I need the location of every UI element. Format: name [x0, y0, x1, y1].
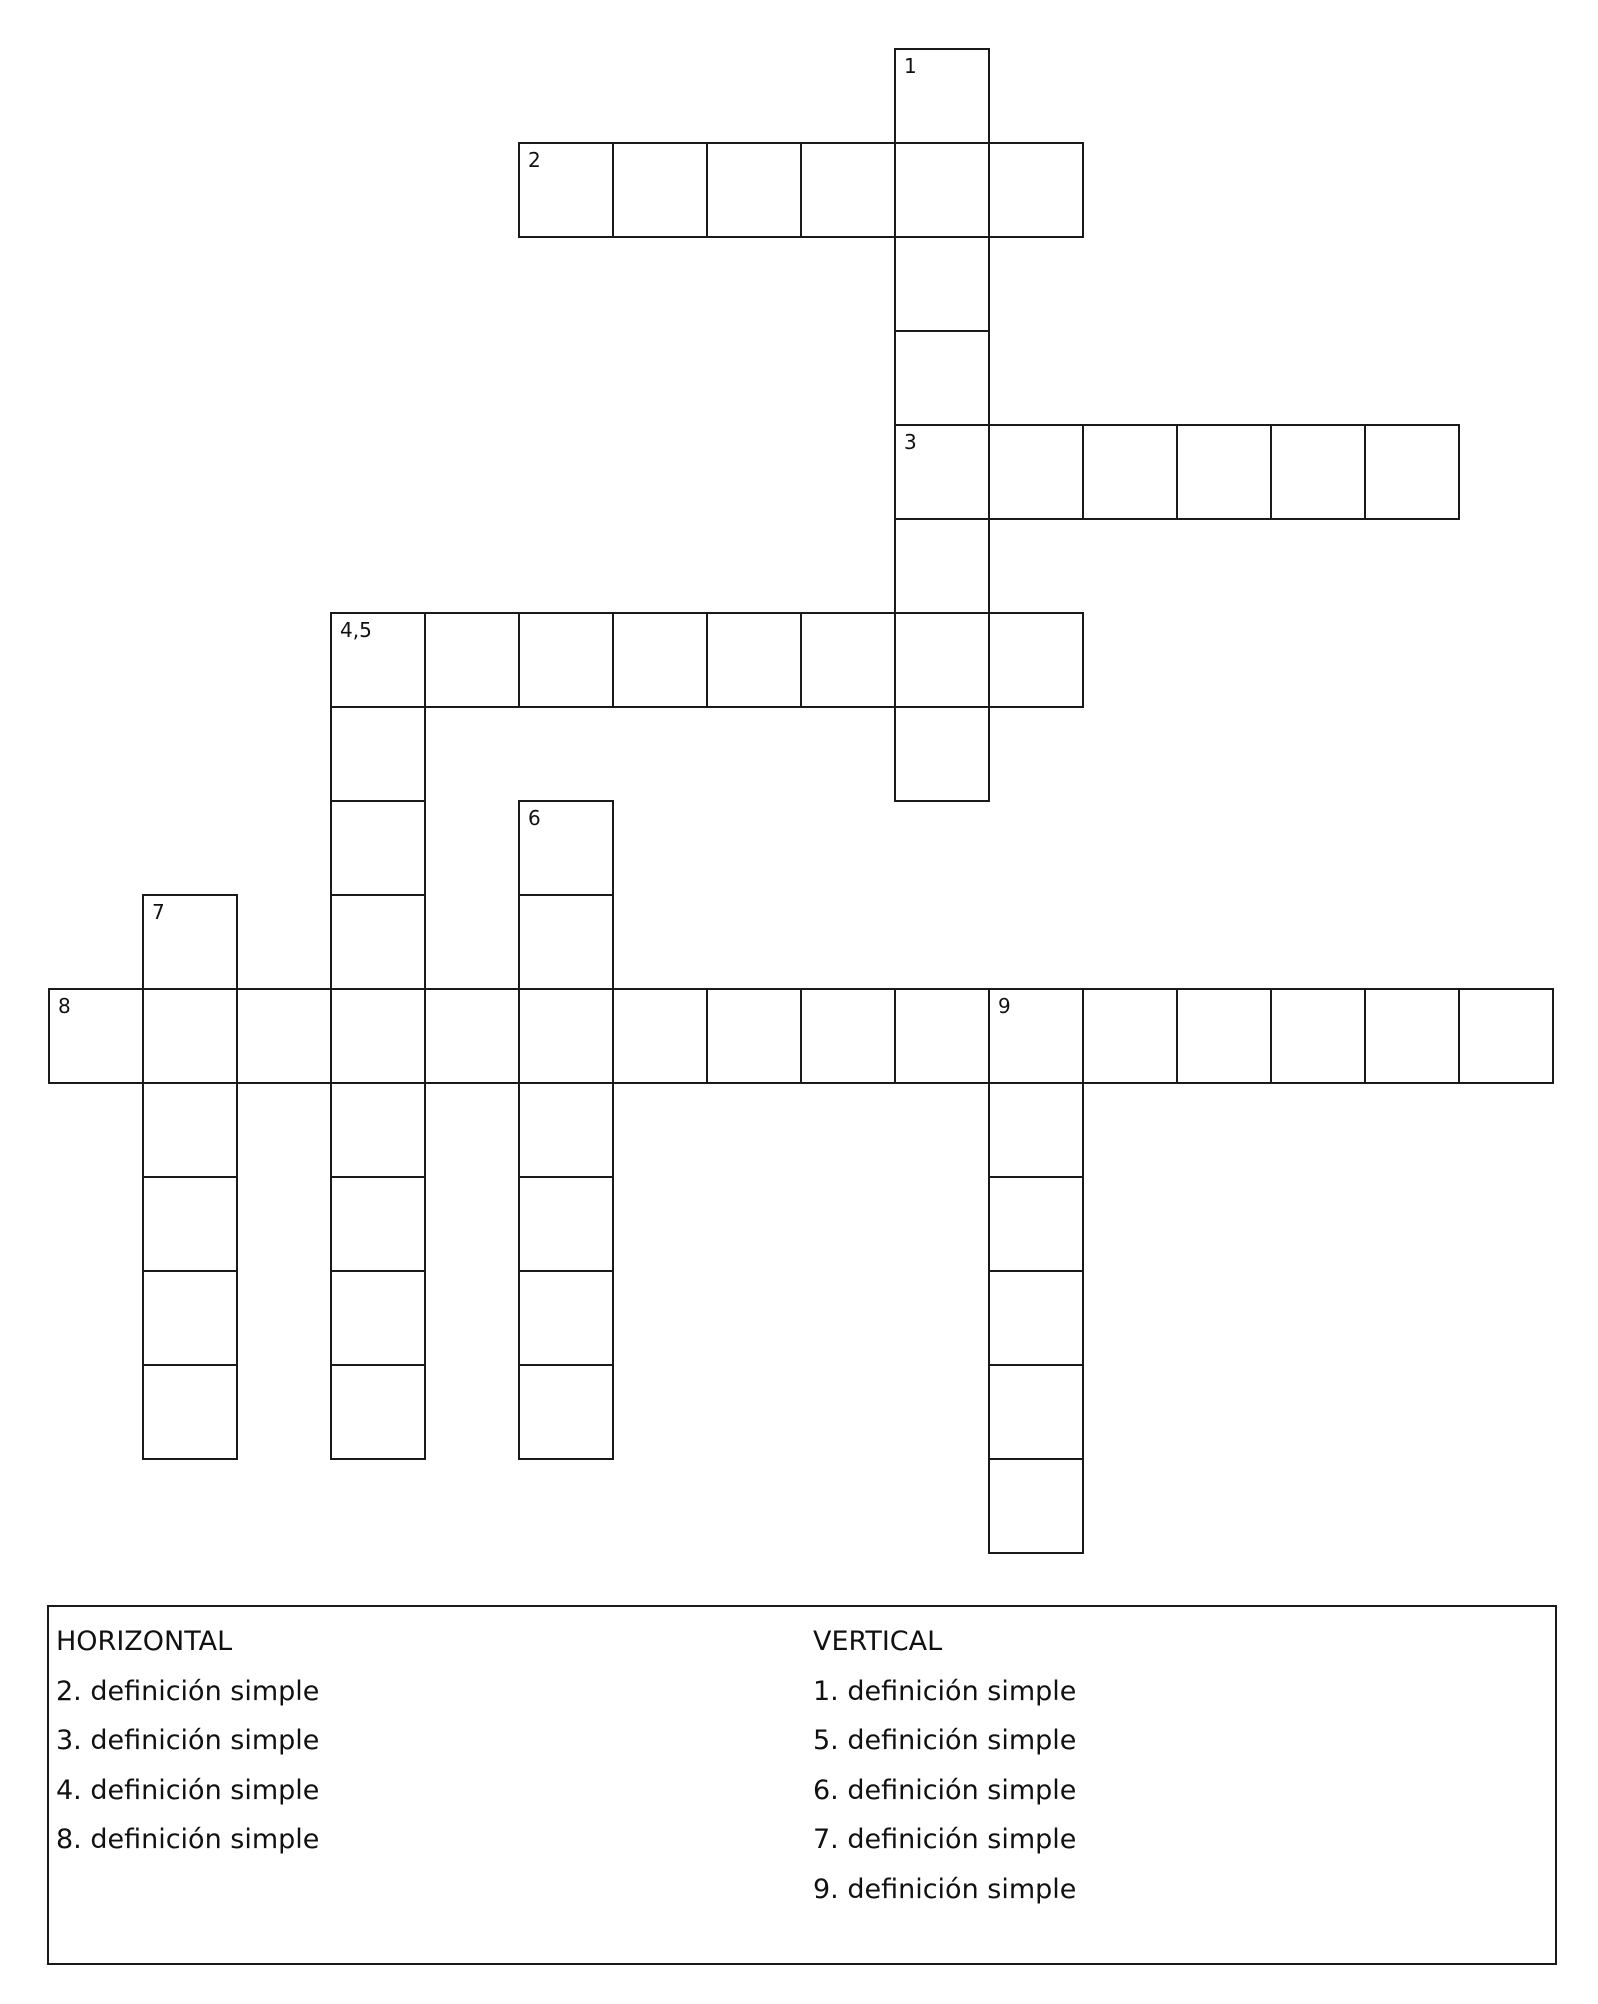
crossword-cell[interactable]: [988, 1270, 1084, 1366]
clue-number: 9: [998, 994, 1011, 1018]
horizontal-clues-title: HORIZONTAL: [56, 1626, 233, 1657]
crossword-cell[interactable]: [1270, 424, 1366, 520]
crossword-cell[interactable]: [518, 1082, 614, 1178]
crossword-cell[interactable]: [330, 1176, 426, 1272]
crossword-cell[interactable]: [894, 518, 990, 614]
crossword-cell[interactable]: [330, 1082, 426, 1178]
crossword-cell[interactable]: [424, 612, 520, 708]
clue-vertical-9: 9. definición simple: [813, 1873, 1077, 1905]
crossword-cell[interactable]: [988, 1082, 1084, 1178]
clue-horizontal-4: 4. definición simple: [56, 1774, 320, 1806]
crossword-cell[interactable]: [330, 612, 426, 708]
crossword-cell[interactable]: [988, 1458, 1084, 1554]
crossword-cell[interactable]: [988, 1364, 1084, 1460]
crossword-cell[interactable]: [894, 48, 990, 144]
crossword-cell[interactable]: [330, 706, 426, 802]
crossword-cell[interactable]: [612, 988, 708, 1084]
crossword-cell[interactable]: [236, 988, 332, 1084]
clue-number: 8: [58, 994, 71, 1018]
clue-number: 7: [152, 900, 165, 924]
crossword-cell[interactable]: [518, 800, 614, 896]
crossword-cell[interactable]: [894, 236, 990, 332]
crossword-cell[interactable]: [988, 424, 1084, 520]
clue-vertical-5: 5. definición simple: [813, 1725, 1077, 1756]
vertical-clues: [813, 1625, 1076, 1922]
crossword-cell[interactable]: [988, 612, 1084, 708]
crossword-cell[interactable]: [1458, 988, 1554, 1084]
crossword-cell[interactable]: [612, 612, 708, 708]
clue-number: 1: [904, 54, 917, 78]
crossword-cell[interactable]: [1082, 424, 1178, 520]
crossword-cell[interactable]: [706, 142, 802, 238]
crossword-cell[interactable]: [894, 424, 990, 520]
crossword-cell[interactable]: [330, 1364, 426, 1460]
crossword-cell[interactable]: [518, 988, 614, 1084]
crossword-cell[interactable]: [800, 988, 896, 1084]
vertical-clues-title: VERTICAL: [813, 1626, 943, 1657]
crossword-cell[interactable]: [800, 612, 896, 708]
crossword-cell[interactable]: [518, 612, 614, 708]
clue-horizontal-3: 3. definición simple: [56, 1725, 320, 1756]
clue-number: 3: [904, 430, 917, 454]
crossword-cell[interactable]: [894, 612, 990, 708]
clue-number: 6: [528, 806, 541, 830]
clue-vertical-7: 7. definición simple: [813, 1824, 1077, 1855]
crossword-cell[interactable]: [518, 1364, 614, 1460]
crossword-cell[interactable]: [988, 1176, 1084, 1272]
crossword-cell[interactable]: [330, 988, 426, 1084]
clue-vertical-1: 1. definición simple: [813, 1675, 1077, 1707]
crossword-cell[interactable]: [800, 142, 896, 238]
clue-vertical-6: 6. definición simple: [813, 1774, 1077, 1806]
crossword-cell[interactable]: [330, 894, 426, 990]
crossword-cell[interactable]: [988, 988, 1084, 1084]
clues-box: [47, 1605, 1557, 1965]
crossword-cell[interactable]: [1082, 988, 1178, 1084]
crossword-cell[interactable]: [894, 706, 990, 802]
crossword-cell[interactable]: [330, 1270, 426, 1366]
crossword-cell[interactable]: [142, 894, 238, 990]
clue-horizontal-2: 2. definición simple: [56, 1675, 320, 1707]
crossword-cell[interactable]: [1176, 988, 1272, 1084]
crossword-cell[interactable]: [142, 1270, 238, 1366]
clue-horizontal-8: 8. definición simple: [56, 1824, 320, 1855]
horizontal-clues: [56, 1625, 319, 1873]
crossword-cell[interactable]: [142, 1364, 238, 1460]
crossword-cell[interactable]: [142, 1176, 238, 1272]
crossword-cell[interactable]: [142, 988, 238, 1084]
crossword-cell[interactable]: [1364, 988, 1460, 1084]
crossword-cell[interactable]: [706, 612, 802, 708]
crossword-cell[interactable]: [706, 988, 802, 1084]
crossword-cell[interactable]: [48, 988, 144, 1084]
crossword-cell[interactable]: [894, 330, 990, 426]
crossword-cell[interactable]: [612, 142, 708, 238]
crossword-cell[interactable]: [1270, 988, 1366, 1084]
crossword-cell[interactable]: [518, 1270, 614, 1366]
crossword-cell[interactable]: [894, 142, 990, 238]
crossword-cell[interactable]: [988, 142, 1084, 238]
clue-number: 4,5: [340, 618, 372, 642]
crossword-cell[interactable]: [424, 988, 520, 1084]
crossword-cell[interactable]: [1364, 424, 1460, 520]
crossword-cell[interactable]: [518, 1176, 614, 1272]
crossword-cell[interactable]: [518, 142, 614, 238]
crossword-cell[interactable]: [142, 1082, 238, 1178]
crossword-cell[interactable]: [894, 988, 990, 1084]
crossword-cell[interactable]: [330, 800, 426, 896]
clue-number: 2: [528, 148, 541, 172]
crossword-cell[interactable]: [1176, 424, 1272, 520]
crossword-cell[interactable]: [518, 894, 614, 990]
